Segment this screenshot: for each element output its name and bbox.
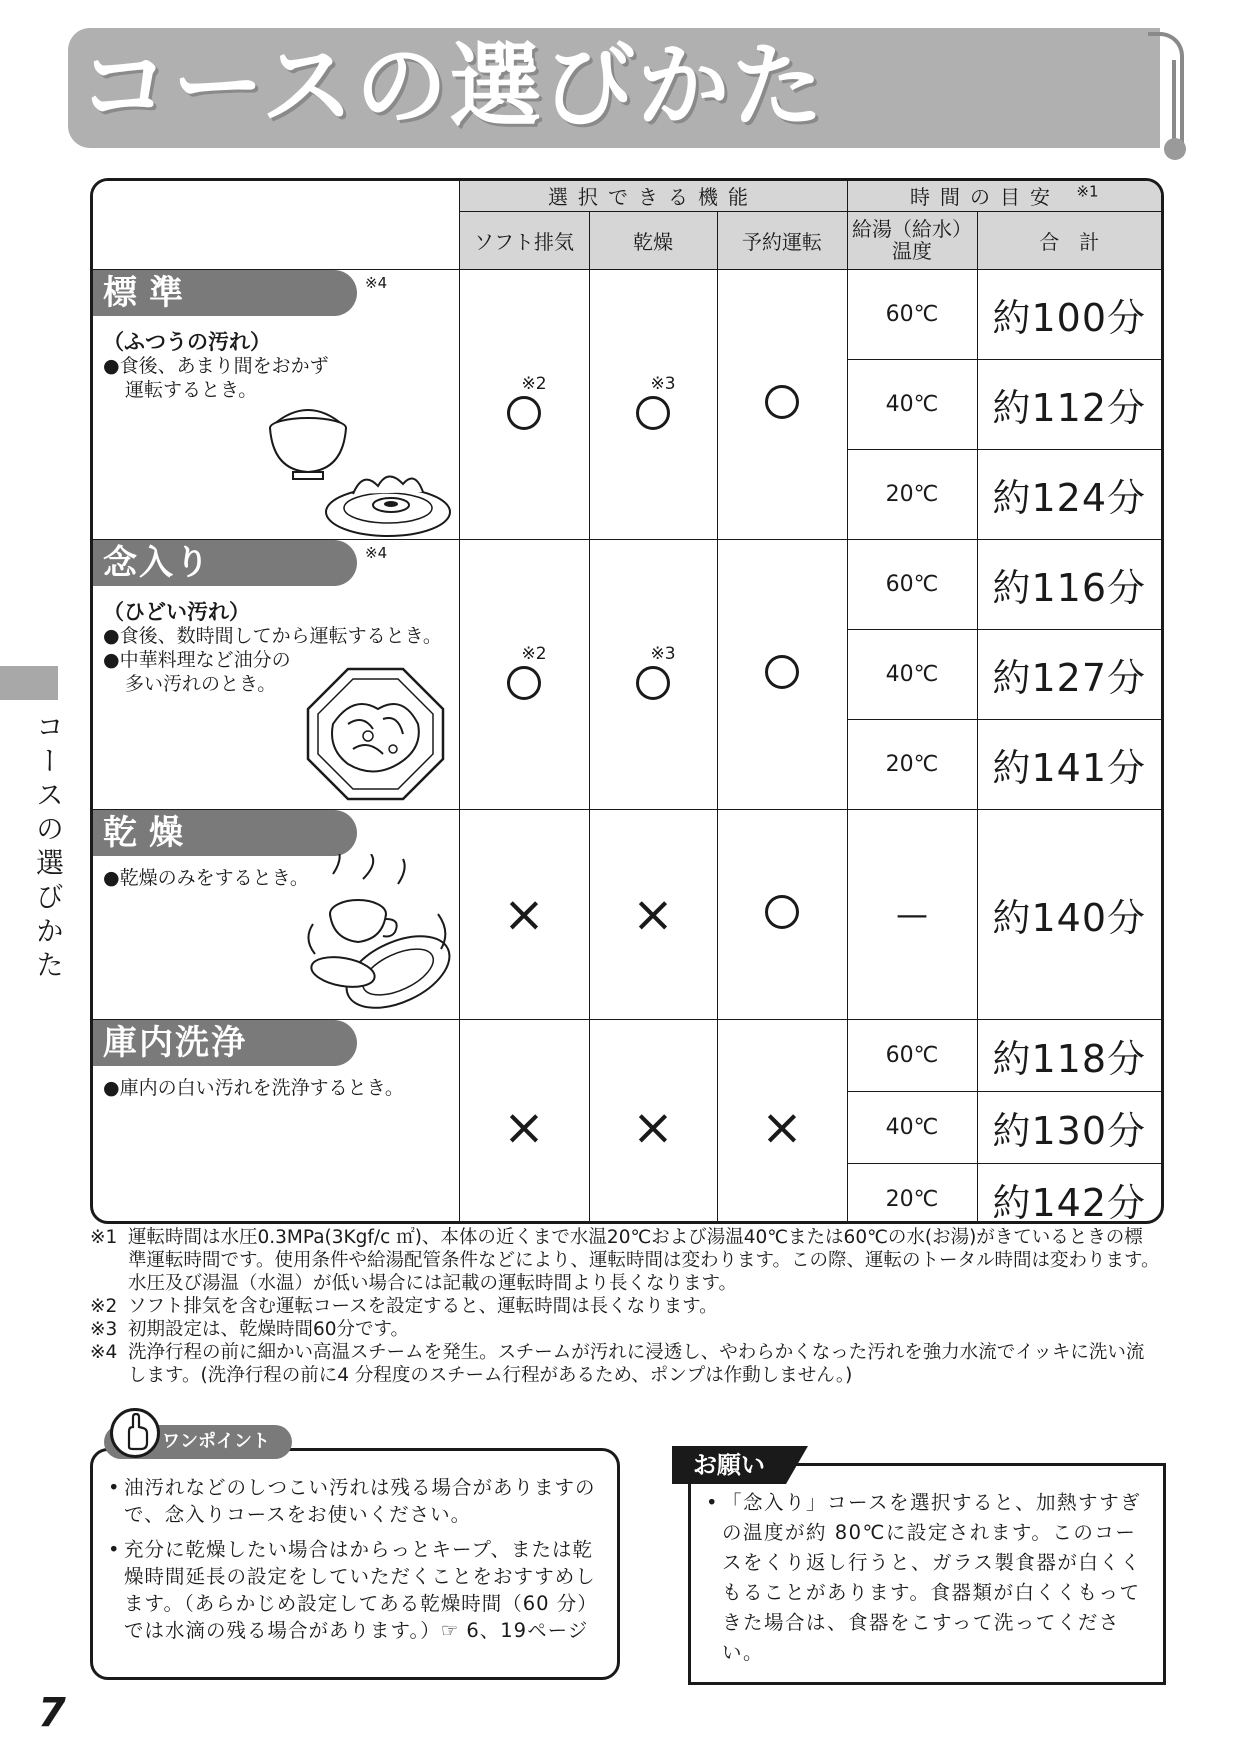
pointing-hand-icon: [110, 1408, 160, 1458]
desc-line: ●食後、数時間してから運転するとき。: [103, 624, 442, 647]
header-functions-label: 選択できる機能: [548, 185, 758, 210]
intensive-temp-60: 60℃: [847, 539, 977, 629]
header-time-note: ※1: [1076, 182, 1099, 201]
circle-mark-icon: [765, 895, 799, 929]
side-index-label: コースの選びかた: [32, 712, 65, 984]
request-text-block: [706, 1488, 1152, 1668]
course-tub-clean-cell: [93, 1019, 459, 1224]
cross-mark-icon: ×: [503, 1098, 545, 1156]
side-index-tab: [0, 666, 58, 700]
circle-mark-icon: [765, 655, 799, 689]
cross-mark-icon: ×: [632, 885, 674, 943]
footnote-mark: [90, 1272, 128, 1295]
intensive-timer-cell: [717, 539, 847, 809]
cross-mark-icon: ×: [503, 885, 545, 943]
course-tub-clean-desc: [103, 1076, 463, 1100]
header-water-temp-line1: 給湯（給水）: [852, 217, 973, 241]
tip-item: [108, 1536, 608, 1644]
one-point-tips: [108, 1474, 608, 1644]
footnote-2: [90, 1295, 1160, 1318]
intensive-drying-note: ※3: [650, 644, 676, 664]
course-intensive-subtitle: （ひどい汚れ）: [103, 599, 250, 624]
tub-clean-soft-exhaust-cell: [459, 1019, 589, 1224]
circle-mark-icon: [507, 396, 541, 430]
course-table: [93, 181, 1161, 1224]
course-dry-tab: 乾燥: [93, 810, 357, 856]
standard-soft-exhaust-note: ※2: [521, 374, 547, 394]
chinese-dish-plate-illustration: [303, 664, 448, 804]
course-table-frame: [90, 178, 1164, 1224]
page-title: コースの選びかた: [78, 33, 826, 140]
course-standard-note: ※4: [365, 273, 388, 292]
header-drying: 乾燥: [589, 211, 717, 269]
course-intensive-cell: [93, 539, 459, 809]
desc-line: ●中華料理など油分の: [103, 648, 291, 671]
tub-clean-temp-40: 40℃: [847, 1091, 977, 1163]
drying-dishes-illustration: [303, 854, 453, 1014]
tip-text: 充分に乾燥したい場合はからっとキープ、または乾燥時間延長の設定をしていただくことをおすすめします。（あらかじめ設定してある乾燥時間（60 分）では水滴の残る場合があります。）☞ 6、19ページ: [124, 1538, 598, 1642]
dry-timer-cell: [717, 809, 847, 1019]
desc-line: ●乾燥のみをするとき。: [103, 866, 309, 889]
standard-total-20: 約124分: [977, 449, 1161, 539]
standard-temp-40: 40℃: [847, 359, 977, 449]
header-water-temp-line2: 温度: [892, 239, 933, 263]
course-dry-cell: [93, 809, 459, 1019]
tub-clean-drying-cell: [589, 1019, 717, 1224]
tub-clean-temp-60: 60℃: [847, 1019, 977, 1091]
standard-temp-20: 20℃: [847, 449, 977, 539]
circle-mark-icon: [765, 385, 799, 419]
footnote-mark: ※1: [90, 1227, 118, 1248]
cross-mark-icon: ×: [761, 1098, 803, 1156]
desc-line: ●食後、あまり間をおかず: [103, 354, 329, 377]
bullet-dot: •: [108, 1538, 121, 1561]
course-standard-cell: [93, 269, 459, 539]
footnote-mark: ※3: [90, 1319, 118, 1340]
tub-clean-total-40: 約130分: [977, 1091, 1161, 1163]
footnote-text: 初期設定は、乾燥時間60分です。: [128, 1319, 410, 1340]
tub-clean-total-60: 約118分: [977, 1019, 1161, 1091]
footnote-4: [90, 1341, 1160, 1387]
header-soft-exhaust: ソフト排気: [459, 211, 589, 269]
bullet-dot: •: [706, 1491, 720, 1514]
dry-total: 約140分: [977, 809, 1161, 1019]
header-time-label: 時間の目安: [910, 185, 1061, 210]
footnote-text: ソフト排気を含む運転コースを設定すると、運転時間は長くなります。: [128, 1296, 718, 1317]
course-intensive-note: ※4: [365, 543, 388, 562]
dry-soft-exhaust-cell: [459, 809, 589, 1019]
tub-clean-total-20: 約142分: [977, 1163, 1161, 1224]
circle-mark-icon: [507, 666, 541, 700]
footnote-text: 水圧及び湯温（水温）が低い場合には記載の運転時間より長くなります。: [128, 1273, 738, 1294]
course-intensive-tab: 念入り: [93, 540, 357, 586]
header-functions-group: [459, 181, 847, 211]
course-standard-subtitle: （ふつうの汚れ）: [103, 329, 271, 354]
desc-line: 多い汚れのとき。: [125, 672, 277, 695]
header-total: 合 計: [977, 211, 1161, 269]
standard-drying-cell: [589, 269, 717, 539]
tub-clean-temp-20: 20℃: [847, 1163, 977, 1224]
intensive-total-60: 約116分: [977, 539, 1161, 629]
footnote-1-cont: [90, 1272, 1160, 1295]
footnote-text: 運転時間は水圧0.3MPa(3Kgf/c ㎡)、本体の近くまで水温20℃および湯温40℃または60℃の水(お湯)がきているときの標準運転時間です。使用条件や給湯配管条件などにより、運転時間は変わります。この際、運転のトータル時間は変わります。: [128, 1227, 1160, 1271]
request-item: [706, 1488, 1152, 1668]
title-hook-dot: [1164, 138, 1186, 160]
circle-mark-icon: [636, 396, 670, 430]
desc-line: ●庫内の白い汚れを洗浄するとき。: [103, 1076, 404, 1099]
request-label: お願い: [672, 1446, 786, 1484]
intensive-soft-exhaust-note: ※2: [521, 644, 547, 664]
header-time-group: [847, 181, 1161, 211]
header-timer: 予約運転: [717, 211, 847, 269]
intensive-total-40: 約127分: [977, 629, 1161, 719]
dry-temp: —: [847, 809, 977, 1019]
request-label-tail: [786, 1446, 808, 1484]
intensive-soft-exhaust-cell: [459, 539, 589, 809]
dry-drying-cell: [589, 809, 717, 1019]
cross-mark-icon: ×: [632, 1098, 674, 1156]
standard-drying-note: ※3: [650, 374, 676, 394]
rice-bowl-and-plate-illustration: [263, 390, 453, 540]
tub-clean-timer-cell: [717, 1019, 847, 1224]
header-blank-cell: [93, 181, 459, 269]
request-text: 「念入り」コースを選択すると、加熱すすぎの温度が約 80℃に設定されます。このコースをくり返し行うと、ガラス製食器が白くくもることがあります。食器類が白くくもってきた場合は、食器をこすって洗ってください。: [722, 1491, 1142, 1664]
standard-total-40: 約112分: [977, 359, 1161, 449]
footnote-text: 洗浄行程の前に細かい高温スチームを発生。スチームが汚れに浸透し、やわらかくなった汚れを強力水流でイッキに洗い流します。(洗浄行程の前に4 分程度のスチーム行程があるため、ポンプは作動しません。): [128, 1342, 1145, 1386]
intensive-total-20: 約141分: [977, 719, 1161, 809]
footnote-mark: ※2: [90, 1296, 118, 1317]
standard-total-60: 約100分: [977, 269, 1161, 359]
standard-timer-cell: [717, 269, 847, 539]
desc-line: 運転するとき。: [125, 378, 258, 401]
standard-soft-exhaust-cell: [459, 269, 589, 539]
pointing-hand-glyph-icon: [113, 1411, 157, 1455]
course-tub-clean-tab: 庫内洗浄: [93, 1020, 357, 1066]
circle-mark-icon: [636, 666, 670, 700]
tip-text: 油汚れなどのしつこい汚れは残る場合がありますので、念入りコースをお使いください。: [124, 1476, 596, 1526]
header-water-temp: [847, 211, 977, 269]
page-number: 7: [38, 1690, 66, 1736]
bullet-dot: •: [108, 1476, 121, 1499]
footnote-mark: ※4: [90, 1342, 118, 1363]
tip-item: [108, 1474, 608, 1528]
one-point-badge: ワンポイント: [104, 1425, 292, 1459]
course-standard-tab: 標準: [93, 270, 357, 316]
title-hook-line: [1172, 60, 1176, 148]
footnote-1: [90, 1226, 1160, 1272]
intensive-temp-20: 20℃: [847, 719, 977, 809]
footnote-3: [90, 1318, 1160, 1341]
intensive-drying-cell: [589, 539, 717, 809]
title-hook-decoration: [1148, 32, 1184, 156]
intensive-temp-40: 40℃: [847, 629, 977, 719]
standard-temp-60: 60℃: [847, 269, 977, 359]
footnotes: [90, 1226, 1160, 1387]
